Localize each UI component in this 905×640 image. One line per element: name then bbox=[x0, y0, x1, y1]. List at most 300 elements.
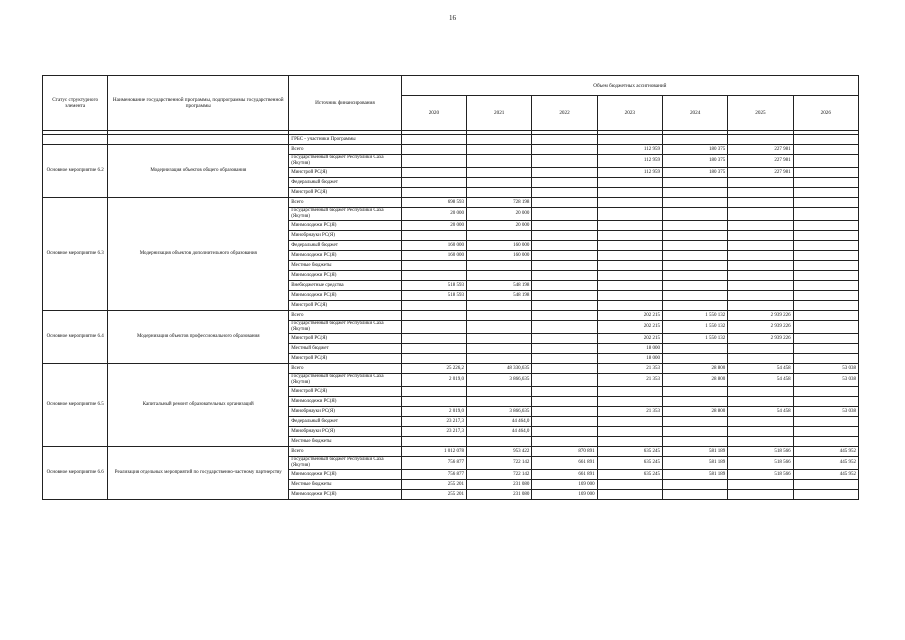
amount-cell bbox=[401, 437, 466, 447]
amount-cell bbox=[662, 178, 727, 188]
amount-cell bbox=[401, 168, 466, 178]
table-row bbox=[43, 447, 859, 457]
amount-cell: 518 593 bbox=[401, 291, 466, 301]
amount-cell bbox=[467, 188, 532, 198]
amount-cell bbox=[532, 374, 597, 387]
amount-cell bbox=[467, 344, 532, 354]
funding-source-cell: Государственный бюджет Республики Саха (Якутия) bbox=[289, 208, 402, 221]
year-header: 2024 bbox=[662, 96, 727, 131]
amount-cell bbox=[662, 437, 727, 447]
funding-source-cell: Минстрой РС(Я) bbox=[289, 334, 402, 344]
amount-cell: 227 981 bbox=[728, 145, 793, 155]
amount-cell bbox=[597, 490, 662, 500]
amount-cell bbox=[793, 145, 858, 155]
amount-cell bbox=[728, 301, 793, 311]
amount-cell: 28 800 bbox=[662, 407, 727, 417]
amount-cell: 661 891 bbox=[532, 457, 597, 470]
amount-cell bbox=[662, 291, 727, 301]
amount-cell bbox=[467, 155, 532, 168]
funding-source-cell: Всего bbox=[289, 364, 402, 374]
amount-cell: 169 000 bbox=[532, 480, 597, 490]
amount-cell bbox=[532, 387, 597, 397]
amount-cell: 231 080 bbox=[467, 490, 532, 500]
amount-cell bbox=[728, 387, 793, 397]
amount-cell: 160 000 bbox=[467, 241, 532, 251]
amount-cell: 28 800 bbox=[662, 374, 727, 387]
amount-cell bbox=[793, 480, 858, 490]
funding-source-cell: Минобрнауки РС(Я) bbox=[289, 407, 402, 417]
amount-cell bbox=[467, 334, 532, 344]
amount-cell bbox=[532, 231, 597, 241]
amount-cell bbox=[401, 397, 466, 407]
amount-cell bbox=[793, 387, 858, 397]
funding-source-cell: Государственный бюджет Республики Саха (Якутия) bbox=[289, 321, 402, 334]
funding-source-cell: ГРБС - участники Программы bbox=[289, 135, 402, 145]
name-column-header: Наименование государственной программы, подпрограммы государственной программы bbox=[108, 76, 289, 131]
amount-cell bbox=[662, 281, 727, 291]
amount-cell: 227 981 bbox=[728, 155, 793, 168]
amount-cell: 112 959 bbox=[597, 145, 662, 155]
amount-cell: 445 952 bbox=[793, 470, 858, 480]
amount-cell bbox=[597, 427, 662, 437]
amount-cell bbox=[793, 241, 858, 251]
amount-cell bbox=[532, 241, 597, 251]
amount-cell bbox=[532, 168, 597, 178]
amount-cell bbox=[793, 251, 858, 261]
amount-cell bbox=[793, 417, 858, 427]
amount-cell: 231 080 bbox=[467, 480, 532, 490]
funding-source-cell: Минмолодежи РС(Я) bbox=[289, 397, 402, 407]
amount-cell: 953 422 bbox=[467, 447, 532, 457]
amount-cell bbox=[401, 178, 466, 188]
amount-cell: 1 550 132 bbox=[662, 311, 727, 321]
amount-cell bbox=[401, 271, 466, 281]
status-cell: Основное мероприятие 6.4 bbox=[43, 311, 108, 364]
amount-cell: 581 189 bbox=[662, 457, 727, 470]
amount-cell bbox=[728, 241, 793, 251]
amount-cell bbox=[597, 301, 662, 311]
amount-cell bbox=[793, 135, 858, 145]
amount-cell bbox=[662, 354, 727, 364]
amount-cell bbox=[467, 354, 532, 364]
amount-cell: 581 189 bbox=[662, 470, 727, 480]
amount-cell: 698 593 bbox=[401, 198, 466, 208]
amount-cell: 445 952 bbox=[793, 457, 858, 470]
amount-cell bbox=[728, 291, 793, 301]
table-row bbox=[43, 311, 859, 321]
amount-cell: 28 800 bbox=[662, 364, 727, 374]
amount-cell bbox=[467, 301, 532, 311]
amount-cell: 581 189 bbox=[662, 447, 727, 457]
amount-cell bbox=[401, 145, 466, 155]
amount-cell: 1 550 132 bbox=[662, 334, 727, 344]
amount-cell bbox=[401, 321, 466, 334]
amount-cell bbox=[728, 261, 793, 271]
amount-cell bbox=[401, 135, 466, 145]
amount-cell bbox=[597, 417, 662, 427]
amount-cell: 227 981 bbox=[728, 168, 793, 178]
amount-cell: 21 353 bbox=[597, 374, 662, 387]
amount-cell bbox=[793, 188, 858, 198]
amount-cell: 2 939 226 bbox=[728, 321, 793, 334]
amount-cell bbox=[467, 437, 532, 447]
program-name-cell: Реализация отдельных мероприятий по государственно-частному партнерству bbox=[108, 447, 289, 500]
amount-cell bbox=[467, 178, 532, 188]
amount-cell: 25 226,2 bbox=[401, 364, 466, 374]
amount-cell bbox=[793, 271, 858, 281]
amount-cell bbox=[401, 311, 466, 321]
amount-cell: 202 215 bbox=[597, 311, 662, 321]
amount-cell bbox=[728, 354, 793, 364]
amount-cell: 180 375 bbox=[662, 168, 727, 178]
status-cell: Основное мероприятие 6.3 bbox=[43, 198, 108, 311]
amount-cell: 728 198 bbox=[467, 198, 532, 208]
program-name-cell: Модернизация объектов профессионального образования bbox=[108, 311, 289, 364]
amount-cell bbox=[793, 344, 858, 354]
table-row bbox=[43, 364, 859, 374]
amount-cell: 202 215 bbox=[597, 334, 662, 344]
amount-cell bbox=[467, 397, 532, 407]
amount-cell bbox=[532, 198, 597, 208]
amount-cell bbox=[662, 221, 727, 231]
year-header: 2025 bbox=[728, 96, 793, 131]
amount-cell bbox=[728, 417, 793, 427]
amount-cell bbox=[532, 261, 597, 271]
amount-cell bbox=[532, 188, 597, 198]
amount-cell bbox=[793, 198, 858, 208]
funding-source-cell: Минстрой РС(Я) bbox=[289, 387, 402, 397]
year-header: 2021 bbox=[467, 96, 532, 131]
funding-source-cell: Минобрнауки РС(Я) bbox=[289, 231, 402, 241]
amount-cell bbox=[597, 241, 662, 251]
amount-cell bbox=[662, 417, 727, 427]
amount-cell bbox=[597, 281, 662, 291]
amount-cell bbox=[467, 321, 532, 334]
amount-cell: 1 550 132 bbox=[662, 321, 727, 334]
amount-cell bbox=[662, 301, 727, 311]
funding-source-cell: Государственный бюджет Республики Саха (Якутия) bbox=[289, 457, 402, 470]
amount-cell: 112 959 bbox=[597, 155, 662, 168]
funding-source-cell: Минмолодежи РС(Я) bbox=[289, 221, 402, 231]
year-header: 2026 bbox=[793, 96, 858, 131]
funding-source-cell: Местные бюджеты bbox=[289, 480, 402, 490]
amount-cell bbox=[467, 145, 532, 155]
amount-cell bbox=[793, 321, 858, 334]
amount-cell bbox=[728, 480, 793, 490]
amount-cell bbox=[728, 344, 793, 354]
amount-cell bbox=[597, 261, 662, 271]
amount-cell: 23 217,3 bbox=[401, 417, 466, 427]
program-name-cell: Модернизация объектов дополнительного образования bbox=[108, 198, 289, 311]
amount-cell: 20 000 bbox=[467, 208, 532, 221]
amount-cell: 518 566 bbox=[728, 470, 793, 480]
amount-cell: 722 142 bbox=[467, 470, 532, 480]
amount-cell bbox=[793, 437, 858, 447]
amount-cell bbox=[793, 281, 858, 291]
amount-cell bbox=[597, 251, 662, 261]
amount-cell: 54 458 bbox=[728, 407, 793, 417]
amount-cell: 635 245 bbox=[597, 447, 662, 457]
funding-source-cell: Минмолодежи РС(Я) bbox=[289, 251, 402, 261]
funding-source-cell: Минстрой РС(Я) bbox=[289, 301, 402, 311]
amount-cell: 2 019,0 bbox=[401, 374, 466, 387]
funding-source-cell: Минмолодежи РС(Я) bbox=[289, 470, 402, 480]
amount-cell bbox=[793, 397, 858, 407]
table-row bbox=[43, 135, 859, 145]
amount-cell bbox=[532, 281, 597, 291]
amount-cell: 53 038 bbox=[793, 364, 858, 374]
amount-cell bbox=[793, 221, 858, 231]
funding-source-cell: Минобрнауки РС(Я) bbox=[289, 427, 402, 437]
budget-table bbox=[42, 75, 859, 500]
status-cell: Основное мероприятие 6.2 bbox=[43, 145, 108, 198]
source-column-header: Источник финансирования bbox=[289, 76, 402, 131]
funding-source-cell: Государственный бюджет Республики Саха (Якутия) bbox=[289, 155, 402, 168]
amount-cell: 112 959 bbox=[597, 168, 662, 178]
amount-cell: 445 952 bbox=[793, 447, 858, 457]
amount-cell bbox=[662, 344, 727, 354]
amount-cell bbox=[597, 291, 662, 301]
funding-source-cell: Государственный бюджет Республики Саха (Якутия) bbox=[289, 374, 402, 387]
amount-cell bbox=[532, 334, 597, 344]
amount-cell bbox=[597, 135, 662, 145]
amount-cell bbox=[793, 301, 858, 311]
amount-cell bbox=[728, 437, 793, 447]
amount-cell bbox=[662, 198, 727, 208]
funding-source-cell: Внебюджетные средства bbox=[289, 281, 402, 291]
amount-cell bbox=[662, 387, 727, 397]
amount-cell bbox=[532, 145, 597, 155]
amount-cell bbox=[662, 480, 727, 490]
amount-cell bbox=[467, 135, 532, 145]
funding-source-cell: Всего bbox=[289, 311, 402, 321]
amount-cell bbox=[728, 208, 793, 221]
funding-source-cell: Всего bbox=[289, 145, 402, 155]
amount-cell bbox=[662, 490, 727, 500]
year-header: 2022 bbox=[532, 96, 597, 131]
amount-cell bbox=[532, 437, 597, 447]
amount-cell bbox=[728, 135, 793, 145]
funding-source-cell: Всего bbox=[289, 198, 402, 208]
amount-cell bbox=[597, 178, 662, 188]
amount-cell bbox=[401, 155, 466, 168]
amount-cell: 2 019,0 bbox=[401, 407, 466, 417]
amount-cell: 18 000 bbox=[597, 354, 662, 364]
amount-cell: 18 000 bbox=[597, 344, 662, 354]
amount-cell bbox=[728, 178, 793, 188]
amount-cell bbox=[793, 261, 858, 271]
year-header: 2023 bbox=[597, 96, 662, 131]
amount-cell bbox=[662, 397, 727, 407]
amount-cell: 635 245 bbox=[597, 470, 662, 480]
amount-cell: 20 000 bbox=[401, 208, 466, 221]
amount-cell: 518 566 bbox=[728, 457, 793, 470]
amount-cell bbox=[597, 271, 662, 281]
amount-cell: 518 566 bbox=[728, 447, 793, 457]
amount-cell bbox=[532, 135, 597, 145]
funding-source-cell: Всего bbox=[289, 447, 402, 457]
amount-cell bbox=[662, 208, 727, 221]
amount-cell bbox=[793, 311, 858, 321]
amount-cell bbox=[662, 241, 727, 251]
amount-cell bbox=[532, 427, 597, 437]
table-row bbox=[43, 198, 859, 208]
amount-cell bbox=[401, 334, 466, 344]
amount-cell bbox=[597, 437, 662, 447]
table-row bbox=[43, 145, 859, 155]
amount-cell bbox=[597, 208, 662, 221]
amount-cell: 21 353 bbox=[597, 407, 662, 417]
amount-cell: 548 198 bbox=[467, 291, 532, 301]
amount-cell bbox=[532, 208, 597, 221]
amount-cell bbox=[793, 178, 858, 188]
amount-cell: 160 000 bbox=[401, 241, 466, 251]
amount-cell bbox=[728, 251, 793, 261]
amount-cell bbox=[532, 178, 597, 188]
amount-cell: 870 891 bbox=[532, 447, 597, 457]
amount-cell: 44 464,0 bbox=[467, 417, 532, 427]
amount-cell bbox=[401, 354, 466, 364]
amount-cell bbox=[793, 168, 858, 178]
program-name-cell: Капитальный ремонт образовательных организаций bbox=[108, 364, 289, 447]
amount-cell: 21 353 bbox=[597, 364, 662, 374]
amount-cell bbox=[467, 231, 532, 241]
funding-source-cell: Местные бюджеты bbox=[289, 261, 402, 271]
amount-cell bbox=[467, 387, 532, 397]
funding-source-cell: Минмолодежи РС(Я) bbox=[289, 490, 402, 500]
amount-cell bbox=[532, 301, 597, 311]
status-column-header: Статус структурного элемента bbox=[43, 76, 108, 131]
amount-cell bbox=[532, 251, 597, 261]
amount-cell bbox=[662, 188, 727, 198]
amount-cell bbox=[401, 344, 466, 354]
status-cell bbox=[43, 135, 108, 145]
amount-cell bbox=[597, 231, 662, 241]
amount-cell bbox=[532, 417, 597, 427]
amount-cell: 54 458 bbox=[728, 364, 793, 374]
amount-cell bbox=[728, 231, 793, 241]
amount-cell: 756 877 bbox=[401, 470, 466, 480]
amount-cell: 53 038 bbox=[793, 407, 858, 417]
amount-cell bbox=[793, 155, 858, 168]
amount-cell: 54 458 bbox=[728, 374, 793, 387]
amount-cell bbox=[728, 281, 793, 291]
program-name-cell bbox=[108, 135, 289, 145]
funding-source-cell: Местный бюджет bbox=[289, 344, 402, 354]
amount-cell bbox=[728, 271, 793, 281]
amount-cell bbox=[662, 231, 727, 241]
funding-source-cell: Федеральный бюджет bbox=[289, 241, 402, 251]
amount-cell bbox=[532, 397, 597, 407]
amount-cell bbox=[532, 321, 597, 334]
amount-cell bbox=[662, 427, 727, 437]
amount-cell: 3 866,635 bbox=[467, 407, 532, 417]
status-cell: Основное мероприятие 6.5 bbox=[43, 364, 108, 447]
amount-cell bbox=[532, 364, 597, 374]
amount-cell: 160 000 bbox=[467, 251, 532, 261]
amount-cell bbox=[728, 490, 793, 500]
amount-cell: 202 215 bbox=[597, 321, 662, 334]
amount-cell bbox=[662, 251, 727, 261]
page-number: 16 bbox=[449, 14, 456, 22]
amount-cell bbox=[401, 188, 466, 198]
amount-cell bbox=[532, 311, 597, 321]
amount-cell bbox=[793, 490, 858, 500]
amount-cell bbox=[401, 301, 466, 311]
program-name-cell: Модернизация объектов общего образования bbox=[108, 145, 289, 198]
amount-cell bbox=[467, 261, 532, 271]
amount-cell: 48 330,635 bbox=[467, 364, 532, 374]
funding-source-cell: Федеральный бюджет bbox=[289, 178, 402, 188]
amount-cell: 518 593 bbox=[401, 281, 466, 291]
amount-cell: 1 012 078 bbox=[401, 447, 466, 457]
amount-cell bbox=[728, 188, 793, 198]
amount-cell bbox=[793, 334, 858, 344]
funding-source-cell: Федеральный бюджет bbox=[289, 417, 402, 427]
amount-cell bbox=[793, 231, 858, 241]
amount-cell bbox=[793, 208, 858, 221]
amount-cell: 756 877 bbox=[401, 457, 466, 470]
amount-cell: 169 000 bbox=[532, 490, 597, 500]
amount-cell: 722 142 bbox=[467, 457, 532, 470]
amount-cell bbox=[532, 271, 597, 281]
amount-cell bbox=[662, 135, 727, 145]
funding-source-cell: Минстрой РС(Я) bbox=[289, 354, 402, 364]
amount-cell bbox=[401, 387, 466, 397]
amount-cell bbox=[597, 480, 662, 490]
amount-cell: 23 217,3 bbox=[401, 427, 466, 437]
amount-cell bbox=[467, 168, 532, 178]
amount-cell: 44 464,0 bbox=[467, 427, 532, 437]
amount-cell bbox=[401, 261, 466, 271]
amount-cell bbox=[728, 397, 793, 407]
amount-cell: 20 000 bbox=[467, 221, 532, 231]
funding-source-cell: Минмолодежи РС(Я) bbox=[289, 291, 402, 301]
funding-source-cell: Минстрой РС(Я) bbox=[289, 168, 402, 178]
amount-cell bbox=[532, 221, 597, 231]
amount-cell: 661 891 bbox=[532, 470, 597, 480]
budget-column-header: Объем бюджетных ассигнований bbox=[401, 76, 858, 96]
amount-cell: 635 245 bbox=[597, 457, 662, 470]
amount-cell bbox=[467, 311, 532, 321]
amount-cell bbox=[532, 291, 597, 301]
amount-cell bbox=[532, 155, 597, 168]
amount-cell bbox=[662, 261, 727, 271]
amount-cell bbox=[793, 427, 858, 437]
amount-cell: 160 000 bbox=[401, 251, 466, 261]
amount-cell bbox=[597, 387, 662, 397]
amount-cell: 53 038 bbox=[793, 374, 858, 387]
amount-cell bbox=[532, 354, 597, 364]
amount-cell bbox=[467, 271, 532, 281]
amount-cell bbox=[401, 231, 466, 241]
amount-cell bbox=[728, 198, 793, 208]
funding-source-cell: Местные бюджеты bbox=[289, 437, 402, 447]
amount-cell bbox=[597, 221, 662, 231]
amount-cell: 255 201 bbox=[401, 480, 466, 490]
funding-source-cell: Минстрой РС(Я) bbox=[289, 188, 402, 198]
amount-cell: 20 000 bbox=[401, 221, 466, 231]
amount-cell bbox=[793, 291, 858, 301]
amount-cell bbox=[597, 198, 662, 208]
amount-cell bbox=[662, 271, 727, 281]
amount-cell: 2 939 226 bbox=[728, 311, 793, 321]
amount-cell bbox=[532, 344, 597, 354]
amount-cell: 3 866,635 bbox=[467, 374, 532, 387]
status-cell: Основное мероприятие 6.6 bbox=[43, 447, 108, 500]
amount-cell bbox=[728, 427, 793, 437]
amount-cell bbox=[532, 407, 597, 417]
